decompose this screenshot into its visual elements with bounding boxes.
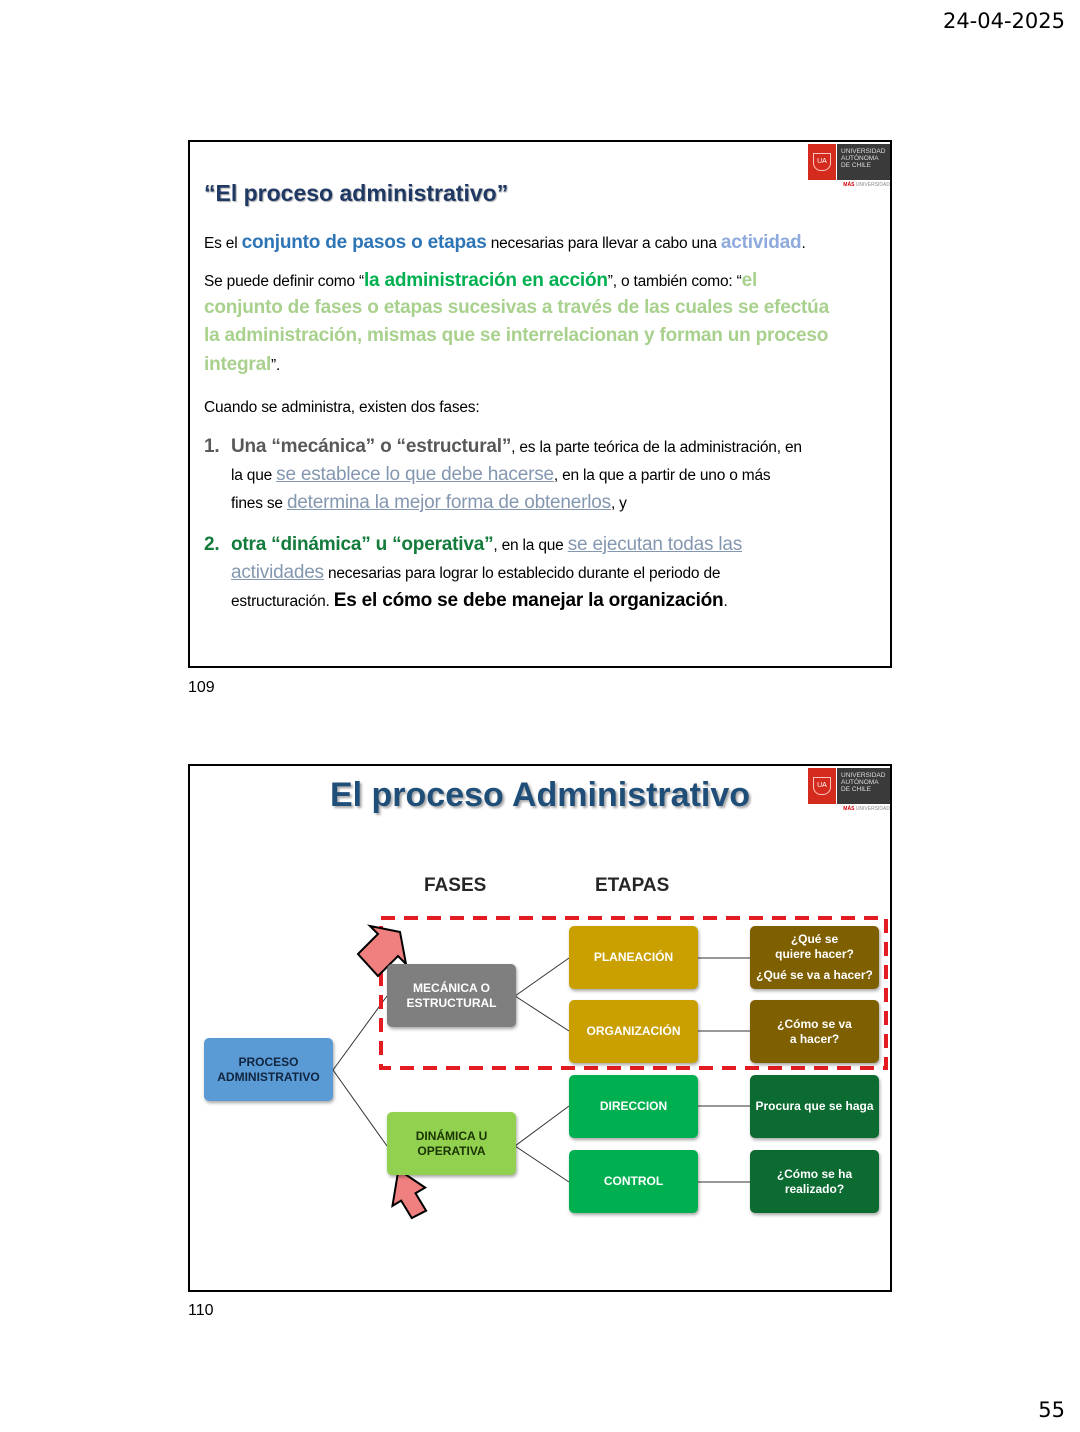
node-mecanica-estructural: MECÁNICA O ESTRUCTURAL [387,964,516,1027]
university-logo: UA UNIVERSIDAD AUTÓNOMA DE CHILE MÁS UNIVERSIDAD [808,144,890,190]
node-question-organizacion: ¿Cómo se va a hacer? [750,1000,879,1063]
page-number: 55 [1038,1398,1065,1422]
university-logo: UA UNIVERSIDAD AUTÓNOMA DE CHILE MÁS UNIVERSIDAD [808,768,890,814]
phases-intro: Cuando se administra, existen dos fases: [204,399,480,416]
node-organizacion: ORGANIZACIÓN [569,1000,698,1063]
node-proceso-administrativo: PROCESO ADMINISTRATIVO [204,1038,333,1101]
slide-110 [188,764,892,1292]
column-header-etapas: ETAPAS [595,875,670,896]
slide-title: “El proceso administrativo” [204,180,509,206]
node-direccion: DIRECCION [569,1075,698,1138]
node-planeacion: PLANEACIÓN [569,926,698,989]
slide-number: 109 [188,679,215,696]
slide-title: El proceso Administrativo [329,776,751,814]
slide-number: 110 [188,1302,214,1319]
column-header-fases: FASES [424,875,487,896]
slide-109: UA UNIVERSIDAD AUTÓNOMA DE CHILE MÁS UNIVERSIDAD “El proceso administrativo” Es el conjunto de pasos o etapas necesarias para llevar a cabo una actividad. Se puede definir como “la administración en acción”, o también como: “el conjunto de fases o etapas sucesivas a través de las cuales se efectúa la administración, mismas que se interrelacionan y forman un proceso integral”. Cuando se administra, existen dos fases: 1. Una “mecánica” o “estructural”, es la parte teórica de la administración, en la que se establece lo que debe hacerse, en la que a partir de uno o más fines se determina la mejor forma de obtenerlos, y 2. otra “dinámica” u “operativa”, en la que se ejecutan todas las actividades necesarias para lograr lo establecido durante el periodo de estructuración. Es el cómo se debe manejar la organización. [188,140,892,668]
node-control: CONTROL [569,1150,698,1213]
node-question-direccion: Procura que se haga [750,1075,879,1138]
node-question-control: ¿Cómo se ha realizado? [750,1150,879,1213]
date: 24-04-2025 [942,9,1065,33]
definition-paragraph: Es el conjunto de pasos o etapas necesarias para llevar a cabo una actividad. [204,232,806,253]
node-dinamica-operativa: DINÁMICA U OPERATIVA [387,1112,516,1175]
node-question-planeacion: ¿Qué se quiere hacer? ¿Qué se va a hacer? [750,926,879,989]
